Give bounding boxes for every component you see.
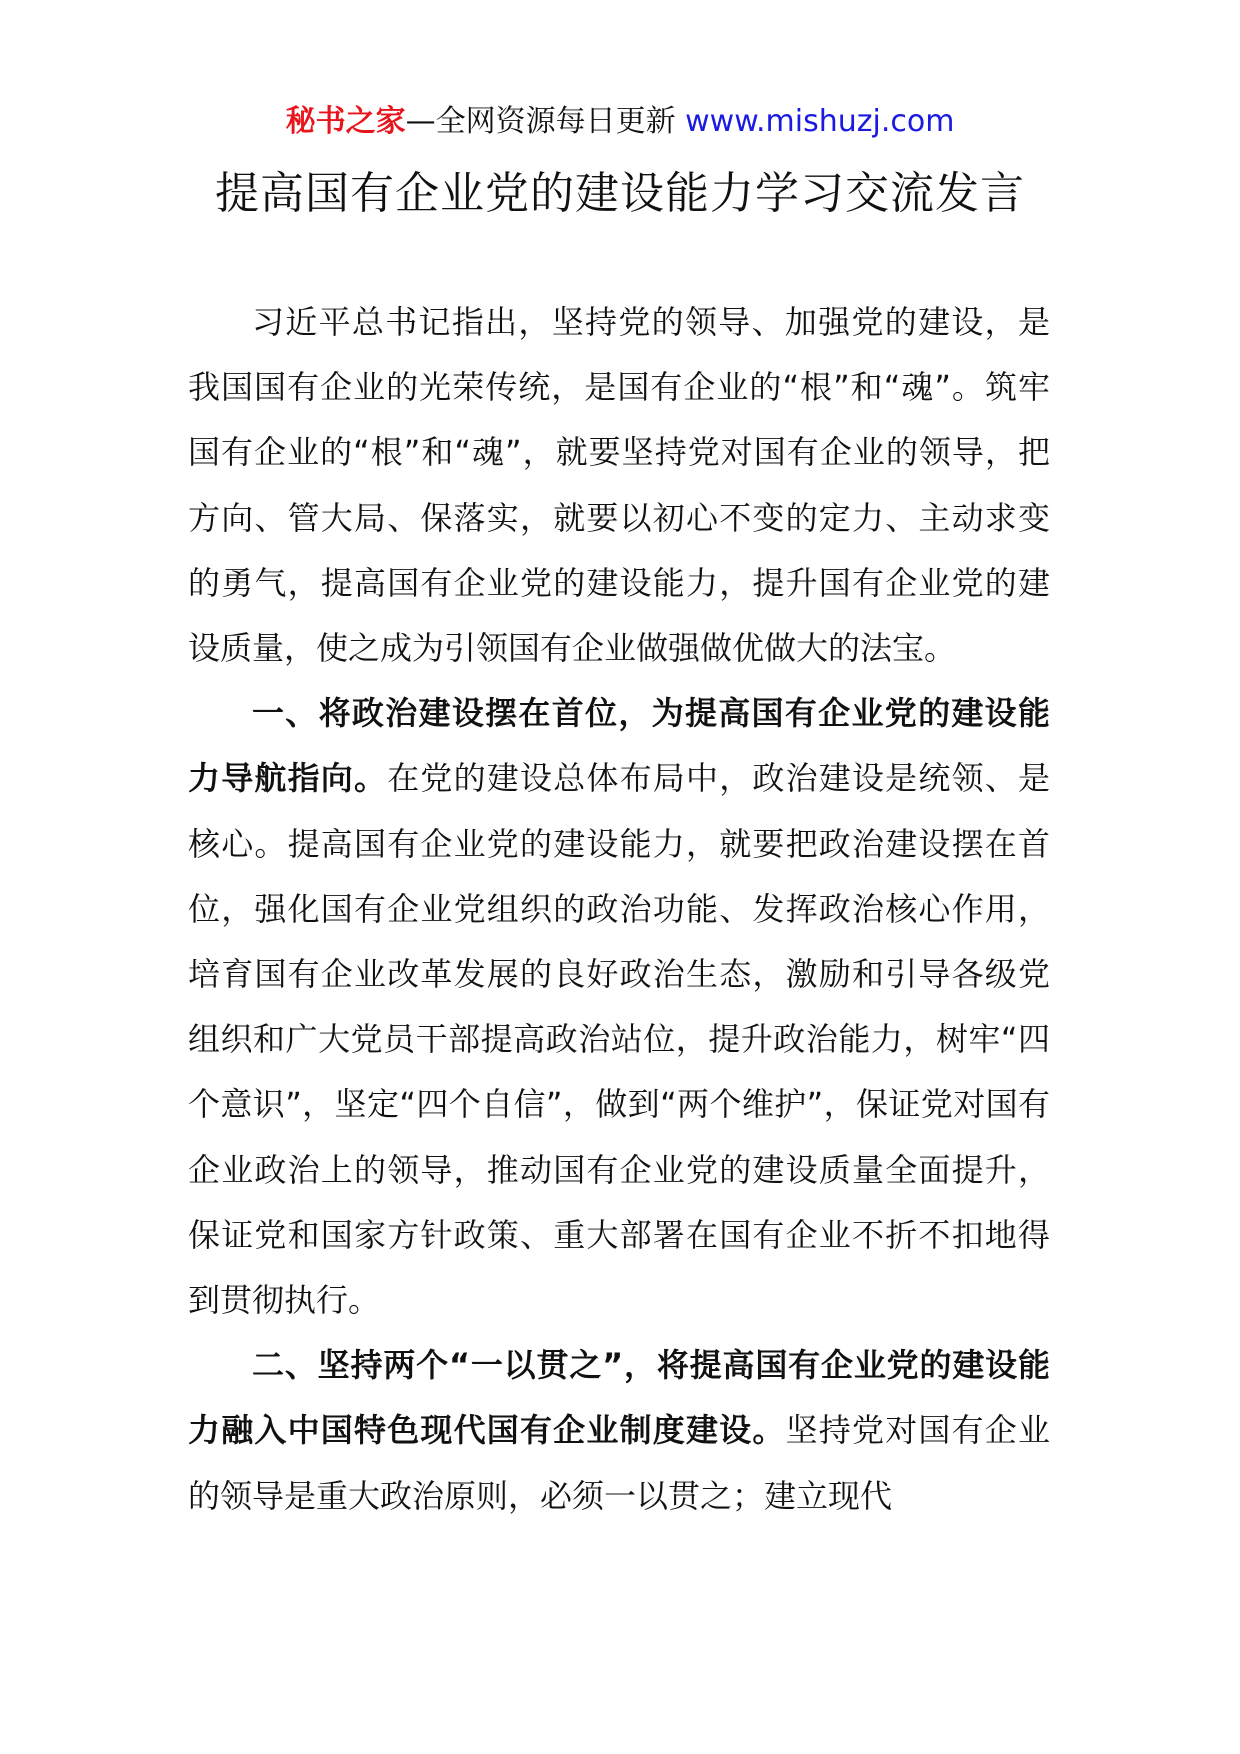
paragraph-text: 坚持党对国有企业的领导是重大政治原则，必须一以贯之；建立现代 xyxy=(188,1411,1050,1515)
site-url-link[interactable]: www.mishuzj.com xyxy=(685,104,955,139)
document-title: 提高国有企业党的建设能力学习交流发言 xyxy=(215,168,1025,219)
body-paragraph xyxy=(188,1333,1050,1529)
body-paragraph xyxy=(188,290,1050,681)
body-paragraph xyxy=(188,681,1050,1333)
paragraph-heading: 二、坚持两个“一以贯之”，将提高国有企业党的建设能力融入中国特色现代国有企业制度建设。 xyxy=(188,1346,1050,1450)
paragraph-text: 在党的建设总体布局中，政治建设是统领、是核心。提高国有企业党的建设能力，就要把政治建设摆在首位，强化国有企业党组织的政治功能、发挥政治核心作用，培育国有企业改革发展的良好政治生态，激励和引导各级党组织和广大党员干部提高政治站位，提升政治能力，树牢“四个意识”，坚定“四个自信”，做到“两个维护”，保证党对国有企业政治上的领导，推动国有企业党的建设质量全面提升，保证党和国家方针政策、重大部署在国有企业不折不扣地得到贯彻执行。 xyxy=(188,759,1050,1320)
document-body xyxy=(188,290,1050,1529)
site-header xyxy=(0,100,1240,144)
site-slogan: —全网资源每日更新 xyxy=(405,104,686,139)
paragraph-heading: 一、将政治建设摆在首位，为提高国有企业党的建设能力导航指向。 xyxy=(188,694,1050,798)
site-brand: 秘书之家 xyxy=(285,104,406,139)
paragraph-text: 习近平总书记指出，坚持党的领导、加强党的建设，是我国国有企业的光荣传统，是国有企业的“根”和“魂”。筑牢国有企业的“根”和“魂”，就要坚持党对国有企业的领导，把方向、管大局、保落实，就要以初心不变的定力、主动求变的勇气，提高国有企业党的建设能力，提升国有企业党的建设质量，使之成为引领国有企业做强做优做大的法宝。 xyxy=(188,303,1050,668)
